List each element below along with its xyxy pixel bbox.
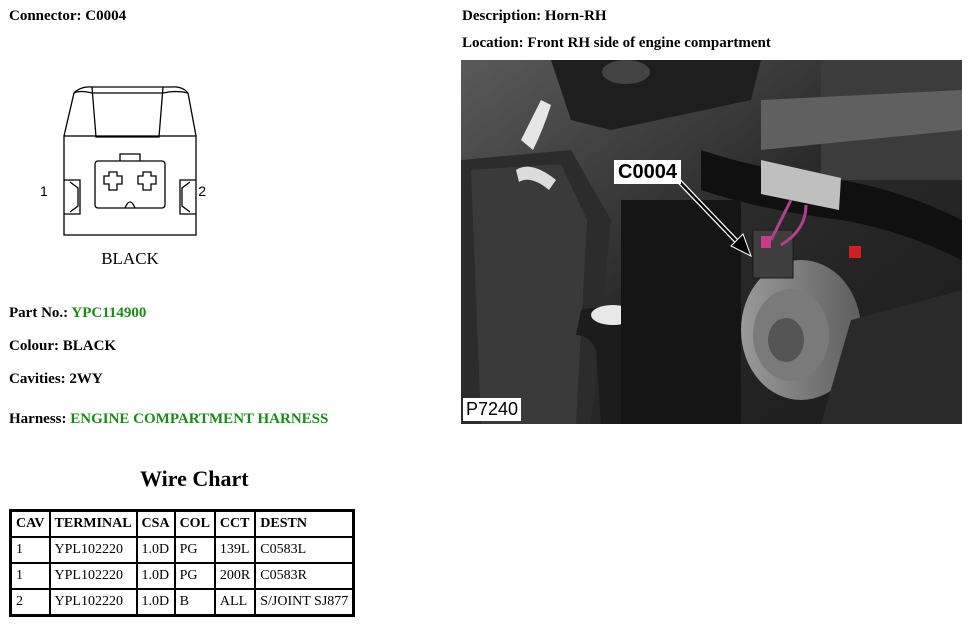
header-col: COL [175, 511, 215, 538]
cavities-label: Cavities: [9, 371, 66, 387]
wire-chart-table [9, 509, 355, 617]
header-cav: CAV [11, 511, 50, 538]
cell-destn: C0583R [255, 563, 354, 589]
part-no-label: Part No.: [9, 305, 69, 321]
cavities-field [9, 370, 103, 388]
cell-csa: 1.0D [137, 537, 175, 563]
header-terminal: TERMINAL [50, 511, 137, 538]
cell-col: B [175, 589, 215, 616]
cell-cct: ALL [215, 589, 255, 616]
location-label: Location: [462, 35, 524, 51]
cell-cct: 139L [215, 537, 255, 563]
harness-field [9, 410, 328, 428]
part-no-field [9, 304, 146, 322]
connector-field [9, 7, 126, 25]
location-value: Front RH side of engine compartment [527, 35, 771, 51]
photo-reference-label: P7240 [463, 398, 521, 421]
cell-destn: C0583L [255, 537, 354, 563]
engine-compartment-photo [461, 60, 962, 424]
cell-cct: 200R [215, 563, 255, 589]
description-label: Description: [462, 8, 542, 24]
table-row [11, 563, 354, 589]
cell-terminal: YPL102220 [50, 537, 137, 563]
cell-cav: 1 [11, 537, 50, 563]
table-row [11, 537, 354, 563]
pin-2-label: 2 [198, 183, 206, 199]
description-field [462, 7, 607, 25]
connector-value: C0004 [85, 8, 127, 24]
cell-csa: 1.0D [137, 563, 175, 589]
cell-destn: S/JOINT SJ877 [255, 589, 354, 616]
connector-face-diagram [36, 84, 206, 274]
header-cct: CCT [215, 511, 255, 538]
cell-cav: 1 [11, 563, 50, 589]
colour-label: Colour: [9, 338, 59, 354]
cell-csa: 1.0D [137, 589, 175, 616]
photo-callout-label: C0004 [614, 160, 681, 184]
description-value: Horn-RH [544, 8, 607, 24]
part-no-link[interactable]: YPC114900 [71, 305, 147, 321]
header-csa: CSA [137, 511, 175, 538]
cavities-value: 2WY [69, 371, 103, 387]
cell-col: PG [175, 537, 215, 563]
cell-terminal: YPL102220 [50, 563, 137, 589]
location-field [462, 34, 771, 52]
harness-label: Harness: [9, 411, 67, 427]
wire-chart-title: Wire Chart [140, 466, 249, 491]
colour-field [9, 337, 116, 355]
drawing-colour-label: BLACK [101, 249, 159, 268]
harness-link[interactable]: ENGINE COMPARTMENT HARNESS [70, 411, 329, 427]
header-destn: DESTN [255, 511, 354, 538]
cell-terminal: YPL102220 [50, 589, 137, 616]
cell-col: PG [175, 563, 215, 589]
table-row [11, 589, 354, 616]
colour-value: BLACK [62, 338, 117, 354]
cell-cav: 2 [11, 589, 50, 616]
pin-1-label: 1 [40, 183, 48, 199]
connector-label: Connector: [9, 8, 82, 24]
table-header-row [11, 511, 354, 538]
